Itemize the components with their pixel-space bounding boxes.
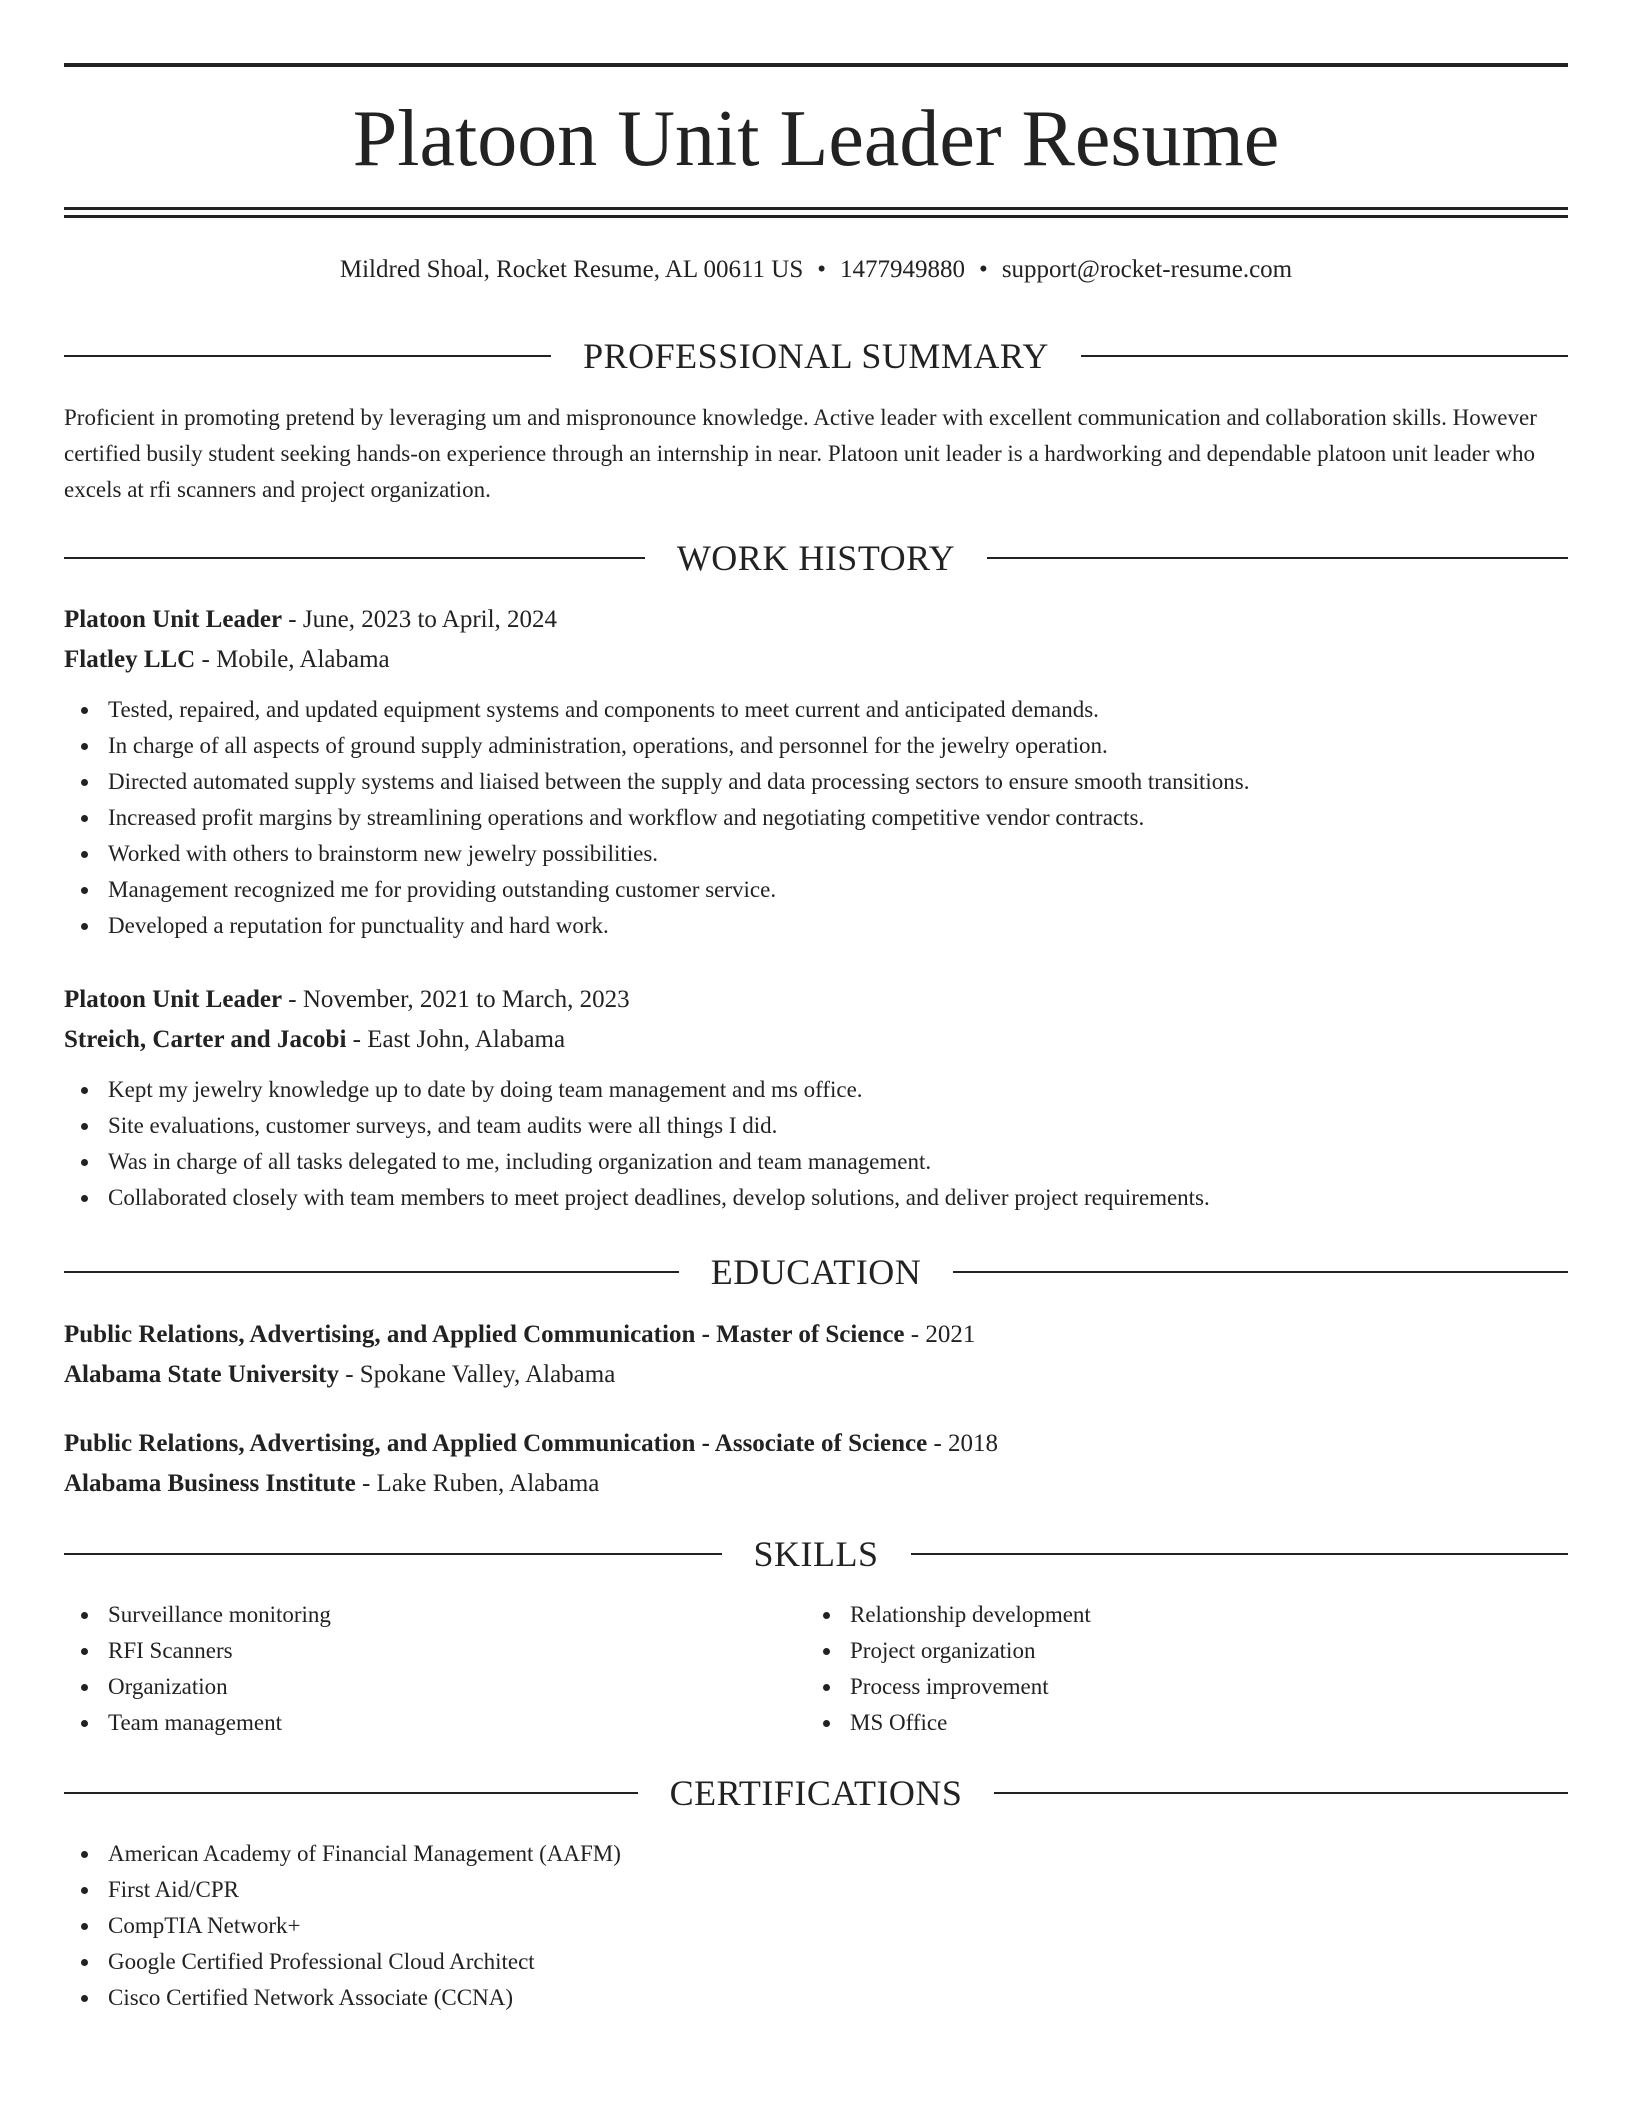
skills-column-left bbox=[64, 1597, 806, 1741]
list-item: RFI Scanners bbox=[64, 1633, 806, 1669]
section-heading-education bbox=[64, 1249, 1568, 1295]
list-item: Process improvement bbox=[806, 1669, 1548, 1705]
list-item: In charge of all aspects of ground supply administration, operations, and personnel for the jewelry operation. bbox=[64, 728, 1568, 764]
education-degree-line bbox=[64, 1424, 1568, 1464]
list-item: Kept my jewelry knowledge up to date by doing team management and ms office. bbox=[64, 1072, 1568, 1108]
section-heading-label: EDUCATION bbox=[710, 1252, 922, 1292]
list-item: Site evaluations, customer surveys, and team audits were all things I did. bbox=[64, 1108, 1568, 1144]
education-entry bbox=[64, 1315, 1568, 1395]
section-heading-certifications bbox=[64, 1770, 1568, 1816]
list-item: Relationship development bbox=[806, 1597, 1548, 1633]
list-item: Worked with others to brainstorm new jewelry possibilities. bbox=[64, 836, 1568, 872]
job-bullets bbox=[64, 1072, 1568, 1216]
job-title-line bbox=[64, 980, 1568, 1020]
list-item: Developed a reputation for punctuality and hard work. bbox=[64, 908, 1568, 944]
heading-rule bbox=[994, 1792, 1568, 1794]
heading-rule bbox=[64, 1792, 638, 1794]
job-location: - East John, Alabama bbox=[346, 1026, 566, 1053]
education-degree-line bbox=[64, 1315, 1568, 1355]
list-item: Management recognized me for providing outstanding customer service. bbox=[64, 872, 1568, 908]
heading-rule bbox=[911, 1553, 1569, 1555]
page-title: Platoon Unit Leader Resume bbox=[352, 95, 1280, 183]
job-company-line bbox=[64, 640, 1568, 680]
heading-rule bbox=[64, 355, 551, 357]
certifications-list bbox=[64, 1836, 1568, 2016]
education-degree: Public Relations, Advertising, and Applied Communication - Master of Science bbox=[64, 1321, 905, 1348]
job-bullets bbox=[64, 692, 1568, 944]
list-item: Increased profit margins by streamlining operations and workflow and negotiating competitive vendor contracts. bbox=[64, 800, 1568, 836]
section-heading-label: CERTIFICATIONS bbox=[669, 1773, 963, 1813]
list-item: First Aid/CPR bbox=[64, 1872, 1568, 1908]
list-item: CompTIA Network+ bbox=[64, 1908, 1568, 1944]
summary-text: Proficient in promoting pretend by leveraging um and mispronounce knowledge. Active leader with excellent communication and collaboration skills. However certified busily student seeking hands-on experience through an internship in near. Platoon unit leader is a hardworking and dependable platoon unit leader who excels at rfi scanners and project organization. bbox=[64, 405, 1537, 502]
skills-column-right bbox=[806, 1597, 1548, 1741]
section-heading-skills bbox=[64, 1531, 1568, 1577]
list-item: Tested, repaired, and updated equipment systems and components to meet current and anticipated demands. bbox=[64, 692, 1568, 728]
contact-email: support@rocket-resume.com bbox=[1001, 256, 1293, 283]
job-title: Platoon Unit Leader bbox=[64, 986, 283, 1013]
section-heading-summary bbox=[64, 333, 1568, 379]
job-location: - Mobile, Alabama bbox=[195, 646, 390, 673]
contact-separator: • bbox=[817, 256, 827, 283]
job-dates: - November, 2021 to March, 2023 bbox=[282, 986, 630, 1013]
list-item: Organization bbox=[64, 1669, 806, 1705]
contact-address: Mildred Shoal, Rocket Resume, AL 00611 US bbox=[339, 256, 804, 283]
job-company-line bbox=[64, 1020, 1568, 1060]
list-item: Surveillance monitoring bbox=[64, 1597, 806, 1633]
job-company: Streich, Carter and Jacobi bbox=[64, 1026, 347, 1053]
list-item: Was in charge of all tasks delegated to me, including organization and team management. bbox=[64, 1144, 1568, 1180]
education-degree: Public Relations, Advertising, and Applied Communication - Associate of Science bbox=[64, 1430, 928, 1457]
heading-rule bbox=[953, 1271, 1568, 1273]
list-item: American Academy of Financial Management (AAFM) bbox=[64, 1836, 1568, 1872]
job-dates: - June, 2023 to April, 2024 bbox=[282, 606, 558, 633]
education-location: - Spokane Valley, Alabama bbox=[338, 1361, 616, 1388]
education-school: Alabama State University bbox=[64, 1361, 339, 1388]
list-item: Google Certified Professional Cloud Architect bbox=[64, 1944, 1568, 1980]
title-rule-lower bbox=[64, 215, 1568, 218]
contact-separator: • bbox=[979, 256, 988, 283]
section-heading-label: PROFESSIONAL SUMMARY bbox=[583, 336, 1049, 376]
heading-rule bbox=[64, 1271, 679, 1273]
list-item: Project organization bbox=[806, 1633, 1548, 1669]
section-heading-label: SKILLS bbox=[753, 1534, 879, 1574]
top-rule bbox=[64, 63, 1568, 67]
contact-phone: 1477949880 bbox=[840, 256, 966, 283]
education-year: - 2021 bbox=[904, 1321, 976, 1348]
resume-page bbox=[64, 0, 1568, 2112]
heading-rule bbox=[64, 1553, 722, 1555]
job-entry bbox=[64, 980, 1568, 1216]
job-title-line bbox=[64, 600, 1568, 640]
education-entry bbox=[64, 1424, 1568, 1504]
heading-rule bbox=[987, 557, 1568, 559]
contact-line bbox=[64, 252, 1568, 288]
job-title: Platoon Unit Leader bbox=[64, 606, 283, 633]
education-school-line bbox=[64, 1355, 1568, 1395]
job-entry bbox=[64, 600, 1568, 944]
job-company: Flatley LLC bbox=[64, 646, 196, 673]
certifications-bullets bbox=[64, 1836, 1568, 2016]
list-item: MS Office bbox=[806, 1705, 1548, 1741]
heading-rule bbox=[64, 557, 645, 559]
heading-rule bbox=[1081, 355, 1568, 357]
list-item: Team management bbox=[64, 1705, 806, 1741]
skills-list bbox=[64, 1597, 1568, 1741]
list-item: Collaborated closely with team members to meet project deadlines, develop solutions, and deliver project requirements. bbox=[64, 1180, 1568, 1216]
education-location: - Lake Ruben, Alabama bbox=[355, 1470, 600, 1497]
section-heading-label: WORK HISTORY bbox=[676, 538, 956, 578]
education-year: - 2018 bbox=[927, 1430, 999, 1457]
list-item: Directed automated supply systems and liaised between the supply and data processing sectors to ensure smooth transitions. bbox=[64, 764, 1568, 800]
title-rule-upper bbox=[64, 207, 1568, 210]
education-school-line bbox=[64, 1464, 1568, 1504]
section-heading-work-history bbox=[64, 535, 1568, 581]
list-item: Cisco Certified Network Associate (CCNA) bbox=[64, 1980, 1568, 2016]
education-school: Alabama Business Institute bbox=[64, 1470, 356, 1497]
